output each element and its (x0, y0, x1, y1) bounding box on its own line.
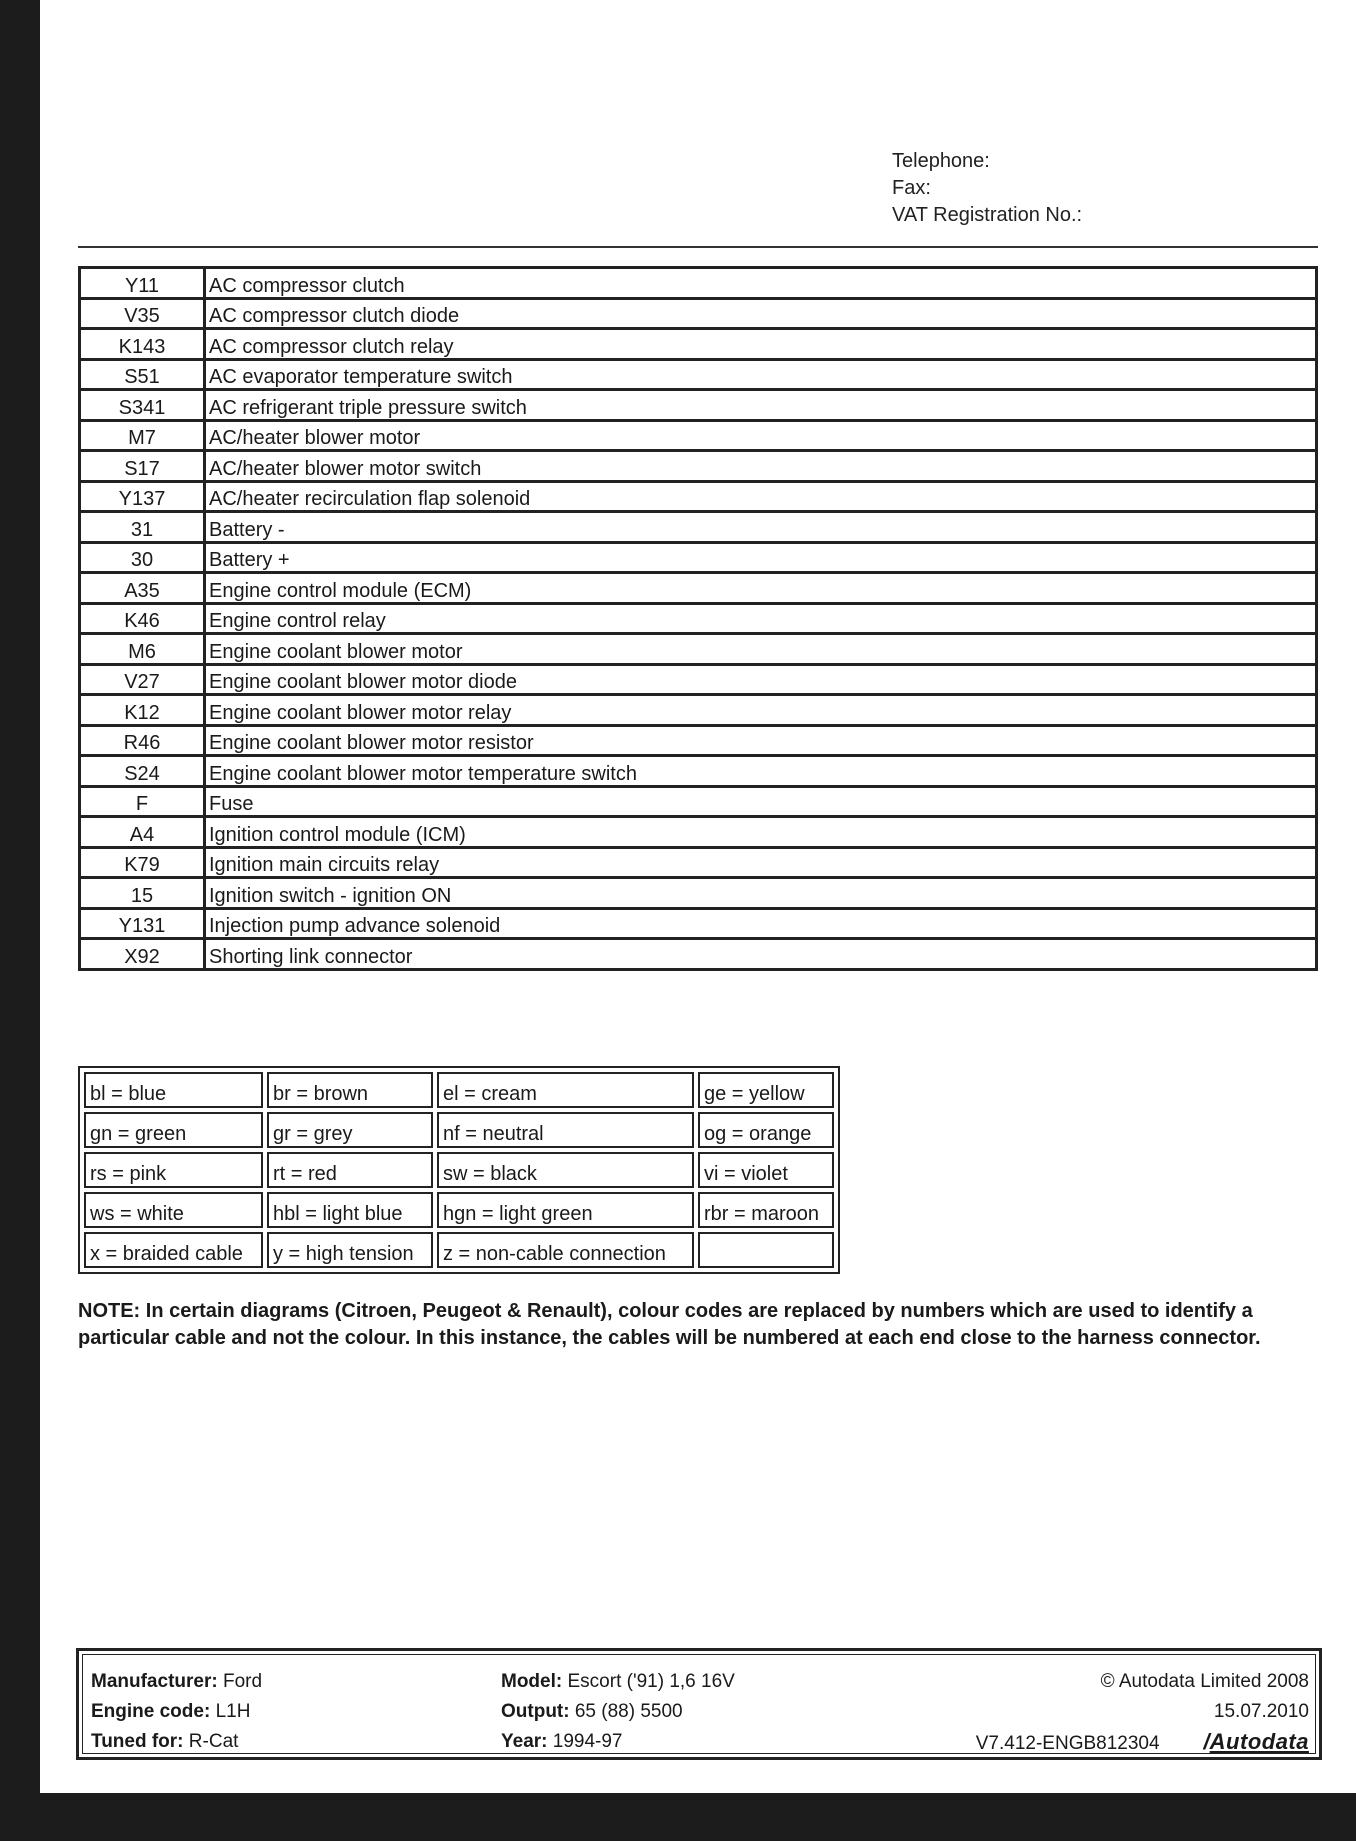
tuned-for-label: Tuned for: (91, 1731, 184, 1752)
component-description: AC evaporator temperature switch (205, 359, 1317, 390)
component-description: Engine coolant blower motor relay (205, 695, 1317, 726)
component-row (80, 817, 1317, 848)
colour-code-cell: gr = grey (267, 1112, 433, 1148)
component-description: Engine control relay (205, 603, 1317, 634)
colour-code-cell: hbl = light blue (267, 1192, 433, 1228)
colour-code-row (84, 1112, 834, 1148)
component-code: Y11 (80, 268, 205, 299)
component-description: AC/heater blower motor (205, 420, 1317, 451)
autodata-logo-mark: / (1203, 1729, 1210, 1754)
component-row (80, 908, 1317, 939)
model-value: Escort ('91) 1,6 16V (567, 1671, 735, 1692)
footer-model-column (501, 1667, 735, 1757)
component-description: Fuse (205, 786, 1317, 817)
engine-code-line (91, 1697, 262, 1727)
colour-code-row (84, 1232, 834, 1268)
component-row (80, 725, 1317, 756)
tuned-for-value: R-Cat (188, 1731, 239, 1752)
colour-code-cell: el = cream (437, 1072, 694, 1108)
component-row (80, 329, 1317, 360)
component-row (80, 939, 1317, 970)
contact-block (892, 148, 1082, 229)
version-line (976, 1727, 1309, 1759)
manufacturer-label: Manufacturer: (91, 1671, 218, 1692)
component-row (80, 786, 1317, 817)
component-row (80, 298, 1317, 329)
year-line (501, 1727, 735, 1757)
component-row (80, 268, 1317, 299)
colour-code-cell: y = high tension (267, 1232, 433, 1268)
scan-left-edge (0, 0, 40, 1841)
component-code: 30 (80, 542, 205, 573)
component-code: F (80, 786, 205, 817)
colour-code-cell: rs = pink (84, 1152, 263, 1188)
footer-publisher-column (976, 1667, 1309, 1759)
component-description: Engine coolant blower motor diode (205, 664, 1317, 695)
component-description: AC refrigerant triple pressure switch (205, 390, 1317, 421)
component-row (80, 847, 1317, 878)
component-row (80, 359, 1317, 390)
component-code: S17 (80, 451, 205, 482)
autodata-logo: Autodata (1209, 1729, 1309, 1754)
component-description: AC compressor clutch relay (205, 329, 1317, 360)
version-code: V7.412-ENGB812304 (975, 1733, 1160, 1754)
component-code: A35 (80, 573, 205, 604)
colour-code-cell: gn = green (84, 1112, 263, 1148)
component-row (80, 634, 1317, 665)
colour-code-cell: bl = blue (84, 1072, 263, 1108)
engine-code-value: L1H (215, 1701, 251, 1722)
component-code: A4 (80, 817, 205, 848)
colour-code-cell: x = braided cable (84, 1232, 263, 1268)
colour-code-cell: og = orange (698, 1112, 834, 1148)
vat-label: VAT Registration No.: (892, 204, 1083, 226)
component-code: Y131 (80, 908, 205, 939)
scan-bottom-edge (0, 1793, 1356, 1841)
colour-code-cell: vi = violet (698, 1152, 834, 1188)
component-description: Shorting link connector (205, 939, 1317, 970)
component-description: AC/heater blower motor switch (205, 451, 1317, 482)
print-date: 15.07.2010 (1213, 1701, 1309, 1722)
component-row (80, 390, 1317, 421)
year-value: 1994-97 (552, 1731, 623, 1752)
component-description: Engine coolant blower motor temperature switch (205, 756, 1317, 787)
component-code: K143 (80, 329, 205, 360)
component-legend-table (78, 266, 1318, 971)
component-code: S341 (80, 390, 205, 421)
component-description: Engine coolant blower motor (205, 634, 1317, 665)
component-description: AC compressor clutch diode (205, 298, 1317, 329)
colour-code-cell: ge = yellow (698, 1072, 834, 1108)
component-code: K46 (80, 603, 205, 634)
component-description: Engine coolant blower motor resistor (205, 725, 1317, 756)
component-code: S51 (80, 359, 205, 390)
component-description: Battery + (205, 542, 1317, 573)
colour-codes-table (78, 1066, 840, 1274)
year-label: Year: (501, 1731, 548, 1752)
colour-code-cell: ws = white (84, 1192, 263, 1228)
component-code: X92 (80, 939, 205, 970)
output-value: 65 (88) 5500 (574, 1701, 683, 1722)
component-code: 31 (80, 512, 205, 543)
component-row (80, 481, 1317, 512)
component-code: V35 (80, 298, 205, 329)
component-code: R46 (80, 725, 205, 756)
model-line (501, 1667, 735, 1697)
component-description: AC/heater recirculation flap solenoid (205, 481, 1317, 512)
component-code: M7 (80, 420, 205, 451)
telephone-label: Telephone: (892, 150, 990, 172)
engine-code-label: Engine code: (91, 1701, 211, 1722)
component-description: Injection pump advance solenoid (205, 908, 1317, 939)
colour-code-cell: hgn = light green (437, 1192, 694, 1228)
component-description: Battery - (205, 512, 1317, 543)
colour-code-cell: rbr = maroon (698, 1192, 834, 1228)
component-code: K79 (80, 847, 205, 878)
component-description: Ignition main circuits relay (205, 847, 1317, 878)
colour-code-cell: nf = neutral (437, 1112, 694, 1148)
component-row (80, 451, 1317, 482)
component-description: AC compressor clutch (205, 268, 1317, 299)
copyright-text: © Autodata Limited 2008 (1100, 1671, 1309, 1692)
colour-code-row (84, 1152, 834, 1188)
component-row (80, 603, 1317, 634)
component-code: M6 (80, 634, 205, 665)
component-row (80, 573, 1317, 604)
footer-inner-border (82, 1654, 1316, 1754)
colour-code-cell: sw = black (437, 1152, 694, 1188)
output-label: Output: (501, 1701, 570, 1722)
manufacturer-line (91, 1667, 262, 1697)
manufacturer-value: Ford (222, 1671, 263, 1692)
component-code: Y137 (80, 481, 205, 512)
component-description: Ignition control module (ICM) (205, 817, 1317, 848)
component-row (80, 542, 1317, 573)
component-code: S24 (80, 756, 205, 787)
colour-code-cell (698, 1232, 834, 1268)
component-row (80, 695, 1317, 726)
model-label: Model: (501, 1671, 563, 1692)
component-code: K12 (80, 695, 205, 726)
component-row (80, 878, 1317, 909)
colour-code-row (84, 1192, 834, 1228)
colour-code-row (84, 1072, 834, 1108)
component-row (80, 664, 1317, 695)
colour-code-cell: z = non-cable connection (437, 1232, 694, 1268)
tuned-for-line (91, 1727, 262, 1757)
output-line (501, 1697, 735, 1727)
colour-code-cell: br = brown (267, 1072, 433, 1108)
component-row (80, 512, 1317, 543)
footer-vehicle-column (91, 1667, 262, 1757)
component-row (80, 756, 1317, 787)
colour-code-note: NOTE: In certain diagrams (Citroen, Peugeot & Renault), colour codes are replaced by numbers which are used to identify a particular cable and not the colour. In this instance, the cables will be numbered at each end close to the harness connector. (78, 1300, 1261, 1349)
footer-info-box (76, 1648, 1322, 1760)
colour-code-cell: rt = red (267, 1152, 433, 1188)
header-divider (78, 246, 1318, 248)
component-code: 15 (80, 878, 205, 909)
component-description: Engine control module (ECM) (205, 573, 1317, 604)
component-description: Ignition switch - ignition ON (205, 878, 1317, 909)
component-row (80, 420, 1317, 451)
fax-label: Fax: (892, 177, 931, 199)
component-code: V27 (80, 664, 205, 695)
